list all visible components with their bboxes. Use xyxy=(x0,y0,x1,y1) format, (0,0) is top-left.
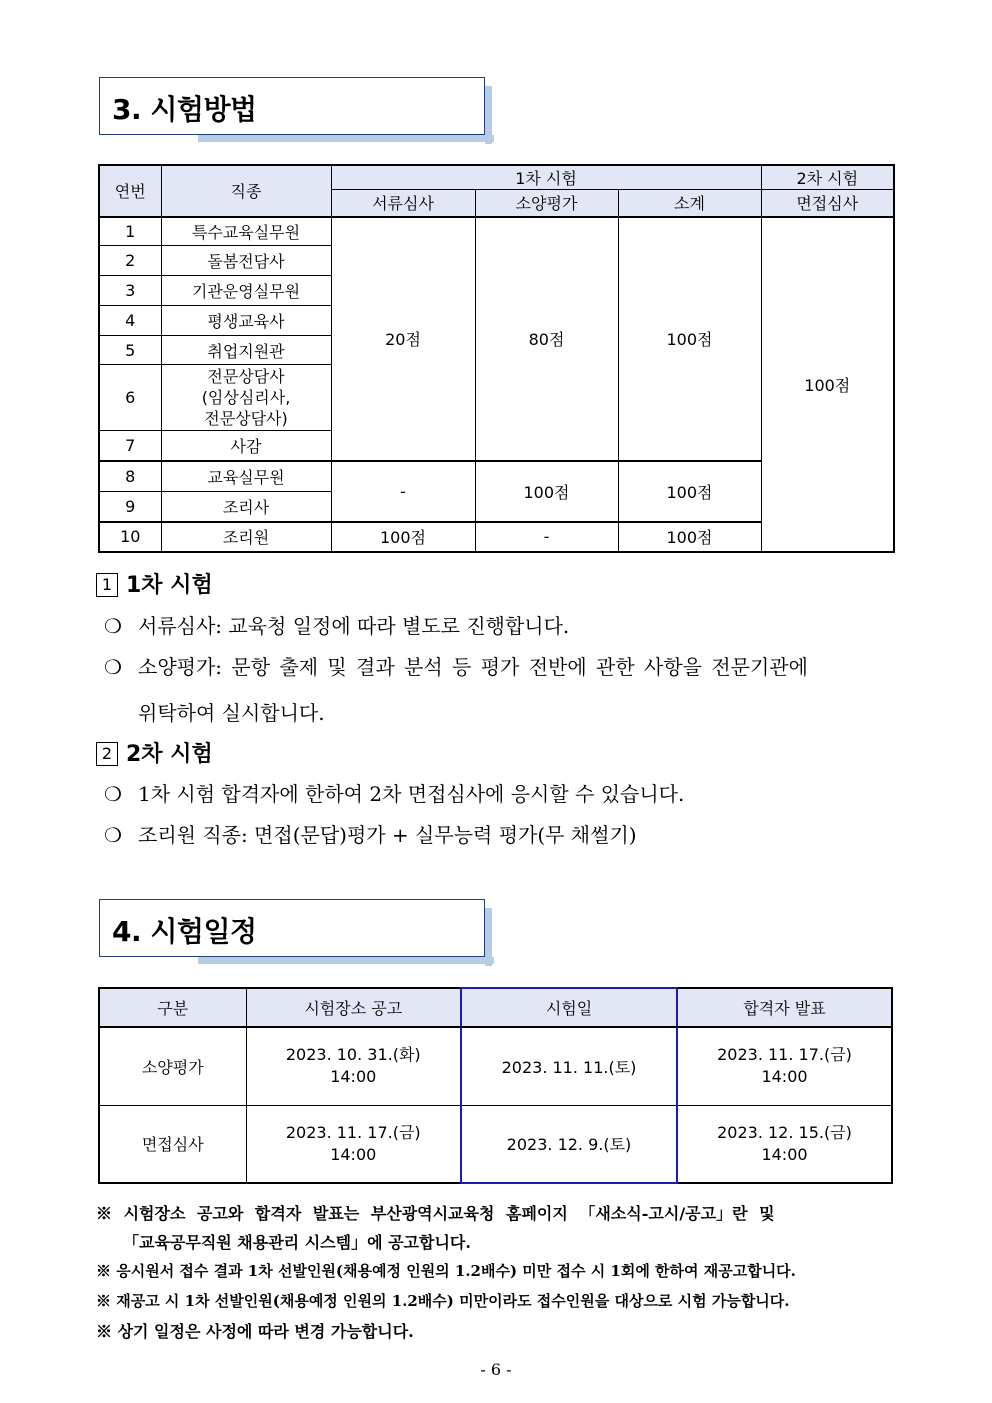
table-row xyxy=(99,217,894,246)
second-exam-title: 2차 시험 xyxy=(126,742,213,767)
schedule-result xyxy=(677,1105,892,1183)
bullet-text: 서류심사: 교육청 일정에 따라 별도로 진행합니다. xyxy=(138,614,570,638)
row-no: 10 xyxy=(99,522,161,552)
bullet-mark: ❍ xyxy=(104,823,122,847)
row-no: 1 xyxy=(99,217,161,246)
row-job: 조리사 xyxy=(161,492,331,522)
note-1: ※ 시험장소 공고와 합격자 발표는 부산광역시교육청 홈페이지 「새소식-고시/공고」란 및 xyxy=(96,1204,775,1223)
group-b-ability: 100점 xyxy=(475,461,618,522)
group-c-doc: 100점 xyxy=(331,522,475,552)
row-job: 돌봄전담사 xyxy=(161,246,331,276)
exam-schedule-table xyxy=(98,987,893,1184)
bullet-text: 1차 시험 합격자에 한하여 2차 면접심사에 응시할 수 있습니다. xyxy=(138,782,685,806)
header-interview: 면접심사 xyxy=(761,190,894,217)
note-1-continuation: 「교육공무직원 채용관리 시스템」에 공고합니다. xyxy=(123,1233,471,1252)
notice-time: 14:00 xyxy=(330,1067,377,1087)
section-3-title: 3. 시험방법 xyxy=(112,93,257,126)
row-no: 7 xyxy=(99,431,161,461)
notice-date: 2023. 10. 31.(화) xyxy=(285,1045,421,1065)
bullet-text: 조리원 직종: 면접(문답)평가 + 실무능력 평가(무 채썰기) xyxy=(138,823,637,847)
result-date: 2023. 11. 17.(금) xyxy=(717,1045,852,1065)
group-a-subtotal: 100점 xyxy=(618,217,761,461)
schedule-type: 면접심사 xyxy=(99,1105,246,1183)
header-no: 연번 xyxy=(99,165,161,217)
row-job: 특수교육실무원 xyxy=(161,217,331,246)
group-a-doc: 20점 xyxy=(331,217,475,461)
row-no: 3 xyxy=(99,276,161,306)
bullet-mark: ❍ xyxy=(104,655,122,679)
section-3-title-box xyxy=(99,77,485,135)
schedule-header-result: 합격자 발표 xyxy=(677,988,892,1027)
second-exam-number: 2 xyxy=(96,742,118,766)
schedule-exam-date: 2023. 11. 11.(토) xyxy=(461,1027,677,1105)
title-shadow xyxy=(485,86,492,144)
group-b-subtotal: 100점 xyxy=(618,461,761,522)
second-exam-heading xyxy=(96,737,213,768)
schedule-notice xyxy=(246,1105,461,1183)
row-job: 취업지원관 xyxy=(161,336,331,365)
title-shadow xyxy=(485,908,492,966)
second-exam-bullet-1 xyxy=(104,774,904,814)
title-shadow xyxy=(198,957,494,964)
first-exam-bullet-1 xyxy=(104,606,904,646)
second-exam-bullet-2 xyxy=(104,815,904,855)
row-no: 5 xyxy=(99,336,161,365)
schedule-header-notice: 시험장소 공고 xyxy=(246,988,461,1027)
notice-time: 14:00 xyxy=(330,1144,377,1164)
schedule-result xyxy=(677,1027,892,1105)
bullet-text: 소양평가: 문항 출제 및 결과 분석 등 평가 전반에 관한 사항을 전문기관에 xyxy=(138,655,808,679)
row-job: 사감 xyxy=(161,431,331,461)
note-3: ※ 재공고 시 1차 선발인원(채용예정 인원의 1.2배수) 미만이라도 접수인원을 대상으로 시험 가능합니다. xyxy=(96,1292,790,1310)
first-exam-heading xyxy=(96,568,213,599)
row-job: 평생교육사 xyxy=(161,306,331,336)
section-4-title: 4. 시험일정 xyxy=(112,915,257,948)
row-no: 4 xyxy=(99,306,161,336)
first-exam-number: 1 xyxy=(96,573,118,597)
row-no: 9 xyxy=(99,492,161,522)
row-no: 2 xyxy=(99,246,161,276)
bullet-mark: ❍ xyxy=(104,782,122,806)
exam-method-table xyxy=(98,164,895,553)
notice-date: 2023. 11. 17.(금) xyxy=(285,1122,421,1142)
schedule-header-exam-date: 시험일 xyxy=(461,988,677,1027)
group-c-ability: - xyxy=(475,522,618,552)
bullet-mark: ❍ xyxy=(104,614,122,638)
title-shadow xyxy=(198,135,494,142)
row-job: 조리원 xyxy=(161,522,331,552)
row-no: 8 xyxy=(99,461,161,492)
result-time: 14:00 xyxy=(761,1144,808,1164)
schedule-exam-date: 2023. 12. 9.(토) xyxy=(461,1105,677,1183)
header-subtotal: 소계 xyxy=(618,190,761,217)
table-row xyxy=(99,1105,892,1183)
note-4: ※ 상기 일정은 사정에 따라 변경 가능합니다. xyxy=(96,1322,414,1341)
header-job: 직종 xyxy=(161,165,331,217)
group-c-subtotal: 100점 xyxy=(618,522,761,552)
row-job: 전문상담사 (임상심리사, 전문상담사) xyxy=(161,365,331,431)
schedule-type: 소양평가 xyxy=(99,1027,246,1105)
row-job: 교육실무원 xyxy=(161,461,331,492)
first-exam-bullet-2 xyxy=(104,647,904,687)
section-4-title-box xyxy=(99,899,485,957)
result-date: 2023. 12. 15.(금) xyxy=(717,1122,852,1142)
first-exam-title: 1차 시험 xyxy=(126,573,213,598)
header-second-exam: 2차 시험 xyxy=(761,165,894,190)
header-first-exam: 1차 시험 xyxy=(331,165,761,190)
schedule-header-type: 구분 xyxy=(99,988,246,1027)
header-doc: 서류심사 xyxy=(331,190,475,217)
group-a-ability: 80점 xyxy=(475,217,618,461)
group-b-doc: - xyxy=(331,461,475,522)
schedule-notice xyxy=(246,1027,461,1105)
row-no: 6 xyxy=(99,365,161,431)
result-time: 14:00 xyxy=(761,1067,808,1087)
row-job: 기관운영실무원 xyxy=(161,276,331,306)
page-number: - 6 - xyxy=(480,1360,512,1379)
first-exam-continuation: 위탁하여 실시합니다. xyxy=(138,701,325,725)
note-2: ※ 응시원서 접수 결과 1차 선발인원(채용예정 인원의 1.2배수) 미만 접수 시 1회에 한하여 재공고합니다. xyxy=(96,1262,796,1280)
interview-score: 100점 xyxy=(761,217,894,552)
table-row xyxy=(99,1027,892,1105)
header-ability: 소양평가 xyxy=(475,190,618,217)
